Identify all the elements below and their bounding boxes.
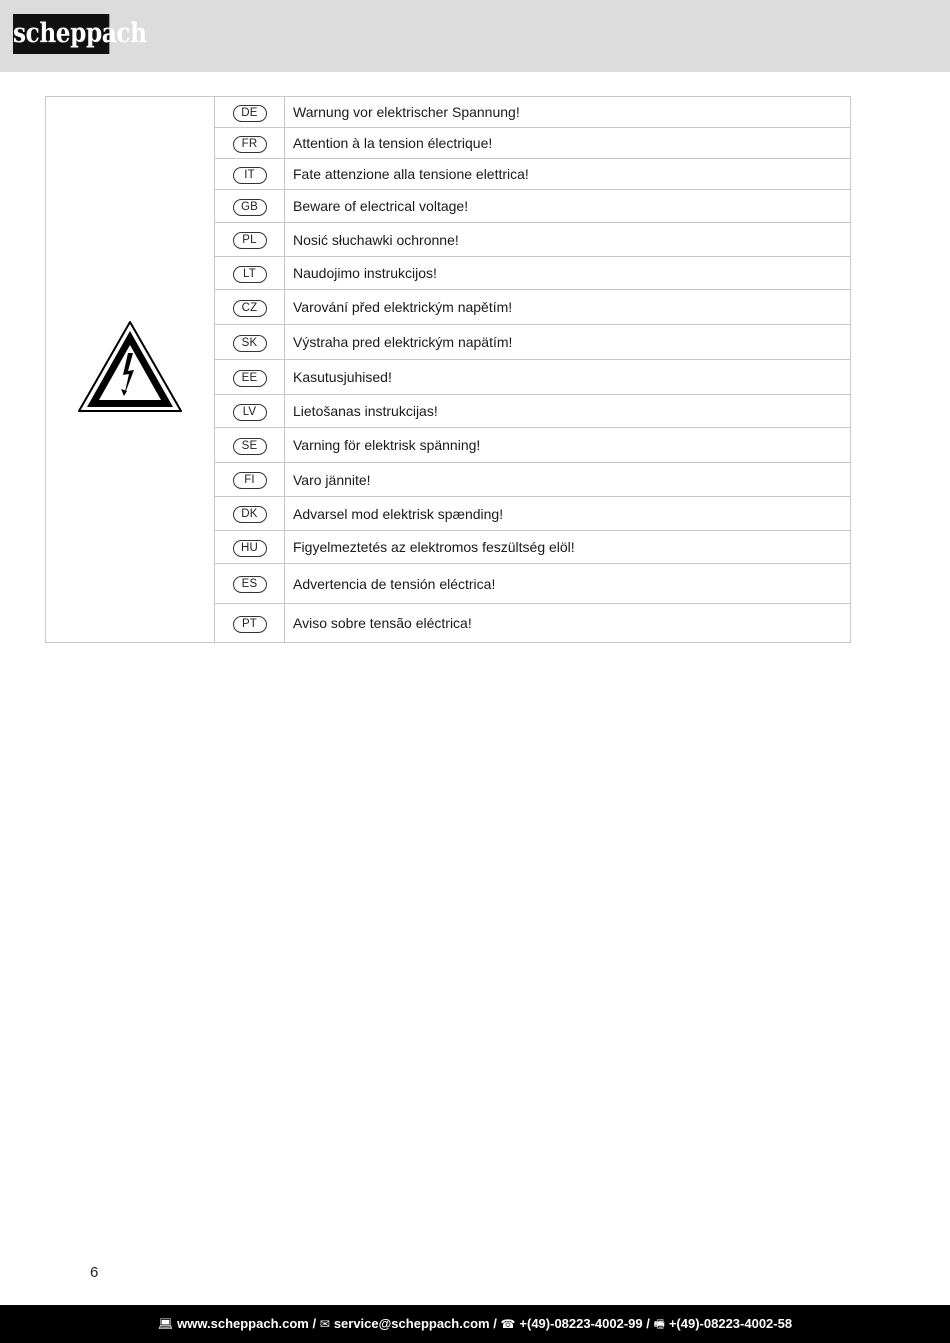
language-code-badge: IT	[233, 167, 267, 184]
language-code-badge: FI	[233, 472, 267, 489]
footer-separator: /	[312, 1316, 317, 1331]
footer-phone: +(49)-08223-4002-99	[519, 1316, 643, 1331]
language-code-badge: DK	[233, 506, 267, 523]
warning-text: Attention à la tension électrique!	[285, 128, 851, 159]
language-code-badge: PL	[233, 232, 267, 249]
language-code-cell	[215, 128, 285, 159]
warning-text: Advarsel mod elektrisk spænding!	[285, 497, 851, 531]
language-code-cell	[215, 97, 285, 128]
table-row	[46, 97, 851, 128]
language-code-badge: HU	[233, 540, 267, 557]
warning-text: Aviso sobre tensão eléctrica!	[285, 604, 851, 643]
language-code-cell	[215, 257, 285, 290]
warning-text: Fate attenzione alla tensione elettrica!	[285, 159, 851, 190]
language-code-cell	[215, 325, 285, 360]
footer-separator: /	[493, 1316, 497, 1331]
language-code-cell	[215, 159, 285, 190]
language-code-badge: GB	[233, 199, 267, 216]
language-code-badge: FR	[233, 136, 267, 153]
language-code-cell	[215, 531, 285, 564]
language-code-cell	[215, 223, 285, 257]
language-code-cell	[215, 604, 285, 643]
language-code-cell	[215, 428, 285, 463]
language-code-badge: SE	[233, 438, 267, 455]
warning-text: Warnung vor elektrischer Spannung!	[285, 97, 851, 128]
language-code-badge: LT	[233, 266, 267, 283]
language-code-badge: CZ	[233, 300, 267, 317]
electrical-hazard-warning-icon	[76, 319, 184, 415]
warning-text: Nosić słuchawki ochronne!	[285, 223, 851, 257]
language-code-cell	[215, 395, 285, 428]
warning-text: Varning för elektrisk spänning!	[285, 428, 851, 463]
language-code-cell	[215, 360, 285, 395]
warning-text: Naudojimo instrukcijos!	[285, 257, 851, 290]
envelope-icon: ✉︎	[319, 1317, 330, 1331]
warning-text: Beware of electrical voltage!	[285, 190, 851, 223]
warning-symbol-cell	[46, 97, 215, 643]
fax-icon: 🖷︎	[653, 1317, 665, 1331]
language-code-badge: DE	[233, 105, 267, 122]
warning-text: Varování před elektrickým napětím!	[285, 290, 851, 325]
computer-icon: 💻︎	[157, 1317, 174, 1331]
page-number: 6	[90, 1264, 99, 1281]
page-header	[0, 0, 950, 72]
language-code-cell	[215, 190, 285, 223]
language-code-cell	[215, 290, 285, 325]
language-code-badge: PT	[233, 616, 267, 633]
footer-email-link[interactable]: service@scheppach.com	[333, 1316, 490, 1331]
warning-text: Figyelmeztetés az elektromos feszültség elöl!	[285, 531, 851, 564]
warning-table	[45, 96, 851, 643]
warning-text: Advertencia de tensión eléctrica!	[285, 564, 851, 604]
page-footer	[0, 1305, 950, 1343]
language-code-badge: SK	[233, 335, 267, 352]
language-code-cell	[215, 497, 285, 531]
language-code-cell	[215, 463, 285, 497]
warning-text: Výstraha pred elektrickým napätím!	[285, 325, 851, 360]
language-code-badge: LV	[233, 404, 267, 421]
footer-separator: /	[646, 1316, 650, 1331]
warning-text: Varo jännite!	[285, 463, 851, 497]
telephone-icon: ☎︎	[500, 1317, 516, 1331]
warning-text: Kasutusjuhised!	[285, 360, 851, 395]
language-code-badge: EE	[233, 370, 267, 387]
footer-fax: +(49)-08223-4002-58	[668, 1316, 793, 1331]
language-code-badge: ES	[233, 576, 267, 593]
warning-text: Lietošanas instrukcijas!	[285, 395, 851, 428]
footer-website-link[interactable]: www.scheppach.com	[177, 1316, 309, 1331]
scheppach-logo: scheppach	[13, 14, 109, 54]
language-code-cell	[215, 564, 285, 604]
